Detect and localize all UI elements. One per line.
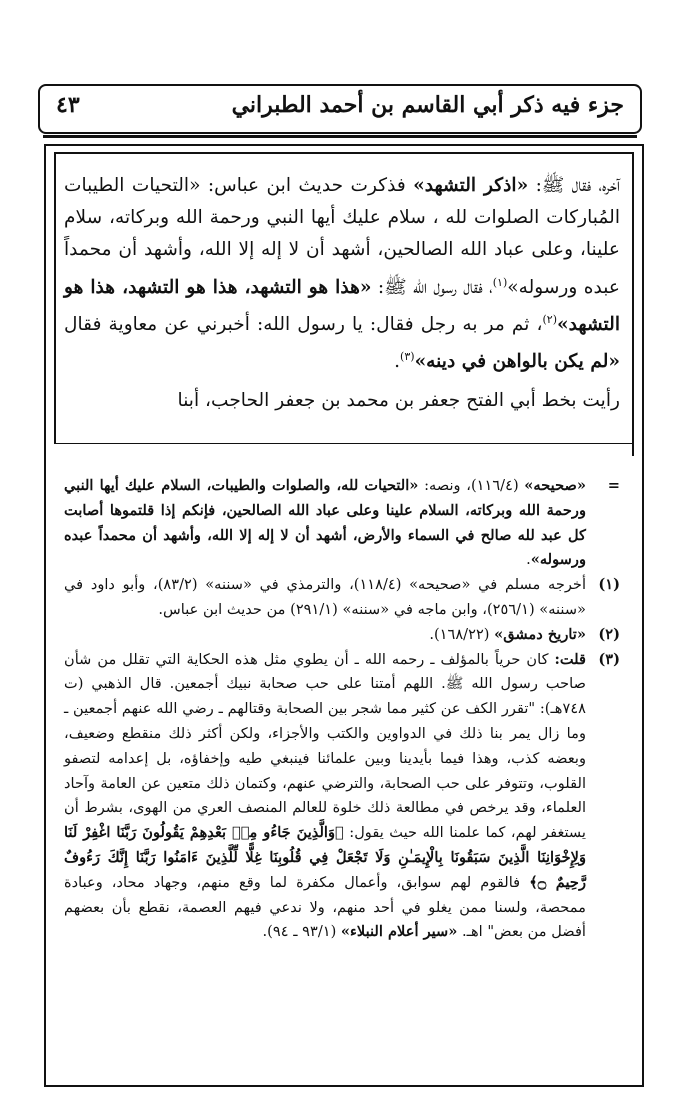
footnote-number: (١) xyxy=(598,576,620,594)
header-title: جزء فيه ذكر أبي القاسم بن أحمد الطبراني xyxy=(231,92,624,118)
bold-quote: «لم يكن بالواهن في دينه» xyxy=(414,351,620,373)
text-run: . xyxy=(394,351,401,373)
page-number: ٤٣ xyxy=(56,92,80,118)
footnote-ref-3[interactable]: (٣) xyxy=(400,350,415,364)
inner-border-right xyxy=(632,152,634,456)
main-paragraph-1 xyxy=(64,170,620,379)
text-run: (١٦٨/٢٢). xyxy=(429,625,495,643)
footnote-text xyxy=(64,474,586,573)
text-run: ، فقال رسول الله ﷺ: xyxy=(371,276,493,298)
quran-verse: ﴿وَالَّذِينَ جَاءُو مِنۢ بَعْدِهِمْ يَقُولُونَ رَبَّنَا اغْفِرْ لَنَا وَلِإِخْوَانِنَا الَّذِينَ سَبَقُونَا بِالْإِيمَـٰنِ وَلَا تَجْعَلْ فِي قُلُوبِنَا غِلًّا لِّلَّذِينَ ءَامَنُوا رَبَّنَا إِنَّكَ رَءُوفٌ رَّحِيمٌ ۝﴾ xyxy=(64,824,586,891)
footnote-number: (٣) xyxy=(598,650,620,668)
bold-run: «صحيحه» xyxy=(524,477,586,494)
text-run: (١١٦/٤)، ونصه: xyxy=(418,477,525,494)
footnotes xyxy=(64,474,620,945)
main-paragraph-2: رأيت بخط أبي الفتح جعفر بن محمد بن جعفر الحاجب، أبنا xyxy=(177,389,620,411)
bold-quote: «اذكر التشهد» xyxy=(413,175,529,196)
footnote-ref-1[interactable]: (١) xyxy=(492,275,508,289)
bold-run: قلت: xyxy=(554,650,586,668)
footnote-text xyxy=(64,623,586,648)
bold-run: «تاريخ دمشق» xyxy=(494,625,586,643)
footnote-number: (٢) xyxy=(598,625,620,643)
text-run: فالقوم لهم سوابق، وأعمال مكفرة لما وقع منهم، وجهاد محاد، وعبادة ممحصة، ولسنا ممن يغلو في أحد منهم، ولا ندعي فيهم العصمة، نقطع بأن بعضهم أفضل من بعض" اهـ. xyxy=(64,873,586,941)
text-run: (٩٣/١ ـ ٩٤). xyxy=(262,923,341,941)
continuation-marker: = xyxy=(607,477,620,494)
footnote-2 xyxy=(64,623,620,648)
main-text xyxy=(64,170,620,417)
text-run: ، ثم مر به رجل فقال: يا رسول الله: أخبرني عن معاوية فقال xyxy=(64,314,543,336)
running-header xyxy=(38,84,642,134)
footnote-1 xyxy=(64,573,620,623)
footnote-3 xyxy=(64,648,620,946)
text-run: كان حرياً بالمؤلف ـ رحمه الله ـ أن يطوي مثل هذه الحكاية التي تقلل من شأن صاحب رسول الله ﷺ. اللهم أمتنا على حب صحابة نبيك أجمعين. قال الذهبي (ت ٧٤٨هـ): "تقرر الكف عن كثير مما شجر بين الصحابة وقتالهم ـ رضي الله عنهم أجمعين ـ وما زال يمر بنا ذلك في الدواوين والكتب والأجزاء، ولكن أكثر ذلك منقطع وضعيف، وبعضه كذب، وهذا فيما بأيدينا وبين علمائنا فينبغي طيه وإخفاؤه، بل إعدامه لتصفو القلوب، وتتوفر على حب الصحابة، والترضي عنهم، وكتمان ذلك متعين عن العامة وآحاد العلماء، وقد يرخص في مطالعة ذلك خلوة للعالم المنصف العري من الهوى، بشرط أن يستغفر لهم، كما علمنا الله حيث يقول: xyxy=(64,650,586,842)
bold-quote: «هذا هو التشهد، هذا هو التشهد، هذا هو التشهد» xyxy=(64,276,620,336)
footnote-text: أخرجه مسلم في «صحيحه» (١١٨/٤)، والترمذي في «سننه» (٨٣/٢)، وأبو داود في «سننه» (٢٥٦/١)، وابن ماجه في «سننه» (٢٩١/١) من حديث ابن عباس. xyxy=(64,576,587,618)
text-run: فذكرت حديث ابن عباس: «التحيات الطيبات المُباركات الصلوات لله ، سلام عليك أيها النبي ورحمة الله وبركاته، سلام علينا، وعلى عباد الله الصالحين، أشهد أن لا إله إلا الله، وأشهد أن محمداً عبده ورسوله» xyxy=(64,175,620,298)
footnote-separator xyxy=(54,443,634,444)
inner-border-left xyxy=(54,152,56,444)
bold-run: «سير أعلام النبلاء» xyxy=(340,923,458,941)
inner-border-top xyxy=(54,152,634,154)
text-run: . xyxy=(526,551,531,569)
footnote-ref-2[interactable]: (٢) xyxy=(542,313,558,326)
footnote-text xyxy=(64,648,586,946)
footnote-continued xyxy=(64,474,620,573)
bold-run: «التحيات لله، والصلوات والطيبات، السلام عليك أيها النبي ورحمة الله وبركاته، السلام علينا وعلى عباد الله الصالحين، فإنكم إذا قلتموها أصابت كل عبد لله صالح في السماء والأرض، أشهد أن لا إله إلا الله، وأشهد أن محمداً عبده ورسوله» xyxy=(64,477,586,569)
text-run: آخره، فقال ﷺ: xyxy=(528,175,620,196)
